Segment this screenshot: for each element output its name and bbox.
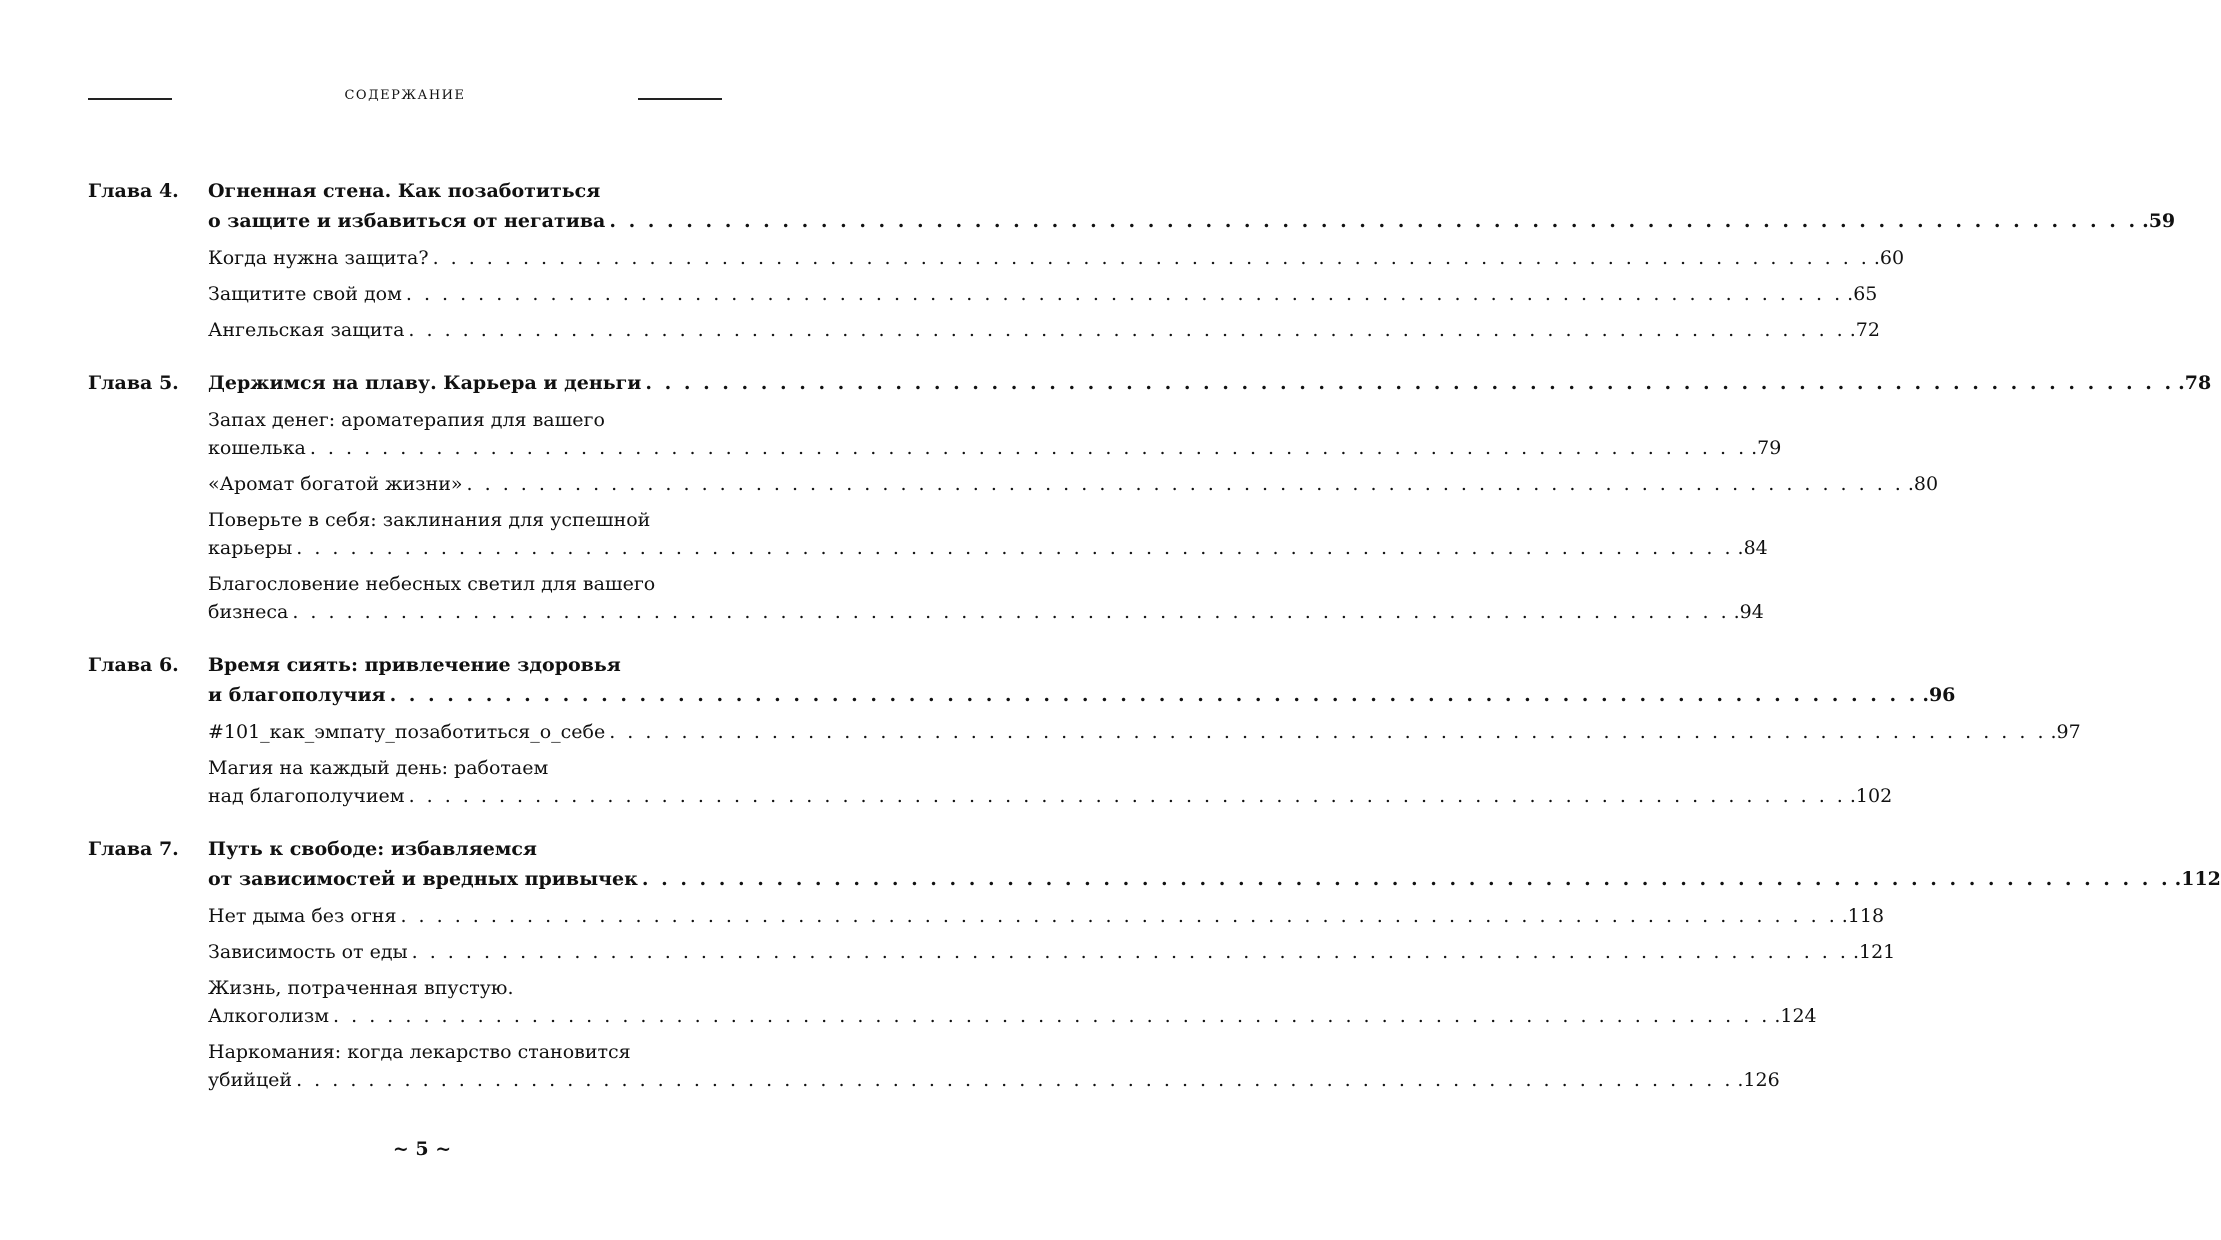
header-rule-right [638,98,722,100]
dot-leader: . . . . . . . . . . . . . . . . . . . . . . . . . . . . . . . . . . . . . . . . . . . . . . . . . . . . . . . . . . . . . . . . . . . . . . . . . . . . . . . . [645,372,2175,394]
dot-leader: . . . . . . . . . . . . . . . . . . . . . . . . . . . . . . . . . . . . . . . . . . . . . . . . . . . . . . . . . . . . . . . . . . . . . . . . . . . . . . . . [408,785,1846,807]
chapter-label: Глава 5. [88,372,179,394]
section-title-line-text: Алкоголизм [208,1005,330,1027]
chapter-title [208,834,2221,894]
section-entry [208,316,1880,344]
chapter-title-line-text: от зависимостей и вредных привычек [208,868,638,890]
chapter-title-line [208,368,2212,398]
page-ref: .124 [1774,1005,1817,1027]
chapter-title-line-text: и благополучия [208,684,386,706]
table-of-contents [88,176,2221,1118]
chapter-title-line [208,680,1956,710]
chapter-title-line-text: Держимся на плаву. Карьера и деньги [208,372,642,394]
page-ref: .97 [2050,721,2081,743]
dot-leader: . . . . . . . . . . . . . . . . . . . . . . . . . . . . . . . . . . . . . . . . . . . . . . . . . . . . . . . . . . . . . . . . . . . . . . . . . . . . . . . . [296,1069,1734,1091]
page-ref: .94 [1733,601,1764,623]
dot-leader: . . . . . . . . . . . . . . . . . . . . . . . . . . . . . . . . . . . . . . . . . . . . . . . . . . . . . . . . . . . . . . . . . . . . . . . . . . . . . . . . [292,601,1730,623]
section-title-line-text: Когда нужна защита? [208,247,429,269]
section-entry [208,902,1885,930]
section-title-line: Запах денег: ароматерапия для вашего [208,409,605,431]
chapter-title [208,176,2176,236]
page-ref: .78 [2178,372,2212,394]
section-title-line-text: карьеры [208,537,293,559]
section-entry [208,754,1893,810]
chapter-entry [88,834,2221,1094]
section-title-line [208,280,1878,308]
section-entry [208,570,1764,626]
chapter-entry [88,650,2081,810]
dot-leader: . . . . . . . . . . . . . . . . . . . . . . . . . . . . . . . . . . . . . . . . . . . . . . . . . . . . . . . . . . . . . . . . . . . . . . . . . . . . . . . . [309,437,1748,459]
chapter-title-line [208,864,2221,894]
section-title-line [208,598,1764,626]
section-entry [208,280,1878,308]
section-title-line [208,534,1768,562]
page-ref: .65 [1847,283,1878,305]
section-title-line-text: Нет дыма без огня [208,905,397,927]
section-title-line-text: Ангельская защита [208,319,405,341]
chapter-body [208,834,2221,1094]
section-title-line: Благословение небесных светил для вашего [208,573,656,595]
section-entry [208,974,1817,1030]
page-ref: .72 [1849,319,1880,341]
section-title-line-text: «Аромат богатой жизни» [208,473,463,495]
chapter-label: Глава 4. [88,180,179,202]
section-entry [208,406,1782,462]
page-ref: .79 [1751,437,1782,459]
chapter-body [208,176,2176,344]
chapter-entry [88,368,2212,626]
dot-leader: . . . . . . . . . . . . . . . . . . . . . . . . . . . . . . . . . . . . . . . . . . . . . . . . . . . . . . . . . . . . . . . . . . . . . . . . . . . . . . . . [609,210,2139,232]
section-title-line-text: кошелька [208,437,306,459]
section-entry [208,718,2081,746]
section-title-line-text: Зависимость от еды [208,941,408,963]
section-entry [208,506,1768,562]
section-title-line: Магия на каждый день: работаем [208,757,549,779]
dot-leader: . . . . . . . . . . . . . . . . . . . . . . . . . . . . . . . . . . . . . . . . . . . . . . . . . . . . . . . . . . . . . . . . . . . . . . . . . . . . . . . . [432,247,1870,269]
section-title-line [208,244,1905,272]
section-title-line [208,902,1885,930]
section-title-line [208,470,1939,498]
section-entry [208,1038,1780,1094]
page-ref: .80 [1907,473,1939,495]
dot-leader: . . . . . . . . . . . . . . . . . . . . . . . . . . . . . . . . . . . . . . . . . . . . . . . . . . . . . . . . . . . . . . . . . . . . . . . . . . . . . . . . [641,868,2171,890]
chapter-label: Глава 7. [88,838,179,860]
chapter-body [208,650,2081,810]
page-ref: .59 [2142,210,2176,232]
dot-leader: . . . . . . . . . . . . . . . . . . . . . . . . . . . . . . . . . . . . . . . . . . . . . . . . . . . . . . . . . . . . . . . . . . . . . . . . . . . . . . . . [609,721,2047,743]
section-title-line [208,316,1880,344]
page-ref: .118 [1841,905,1885,927]
section-title-line-text: #101_как_эмпату_позаботиться_о_себе [208,721,606,743]
chapter-title-line [208,206,2176,236]
dot-leader: . . . . . . . . . . . . . . . . . . . . . . . . . . . . . . . . . . . . . . . . . . . . . . . . . . . . . . . . . . . . . . . . . . . . . . . . . . . . . . . . [400,905,1838,927]
section-title-line [208,718,2081,746]
chapter-entry [88,176,2176,344]
chapter-title-line: Путь к свободе: избавляемся [208,838,537,860]
section-entry [208,470,1939,498]
section-title-line [208,938,1896,966]
dot-leader: . . . . . . . . . . . . . . . . . . . . . . . . . . . . . . . . . . . . . . . . . . . . . . . . . . . . . . . . . . . . . . . . . . . . . . . . . . . . . . . . [466,473,1904,495]
section-title-line-text: бизнеса [208,601,289,623]
section-title-line [208,1066,1780,1094]
section-title-line [208,434,1782,462]
page-ref: .60 [1873,247,1905,269]
dot-leader: . . . . . . . . . . . . . . . . . . . . . . . . . . . . . . . . . . . . . . . . . . . . . . . . . . . . . . . . . . . . . . . . . . . . . . . . . . . . . . . . [389,684,1919,706]
section-entry [208,244,1905,272]
page-ref: .121 [1852,941,1896,963]
section-entry [208,938,1896,966]
dot-leader: . . . . . . . . . . . . . . . . . . . . . . . . . . . . . . . . . . . . . . . . . . . . . . . . . . . . . . . . . . . . . . . . . . . . . . . . . . . . . . . . [405,283,1844,305]
page-ref: .126 [1737,1069,1780,1091]
section-title-line [208,1002,1817,1030]
page-number: ~ 5 ~ [392,1138,452,1160]
section-title-line-text: убийцей [208,1069,293,1091]
chapter-body [208,368,2212,626]
toc-heading: СОДЕРЖАНИЕ [344,88,466,103]
section-title-line-text: над благополучием [208,785,405,807]
dot-leader: . . . . . . . . . . . . . . . . . . . . . . . . . . . . . . . . . . . . . . . . . . . . . . . . . . . . . . . . . . . . . . . . . . . . . . . . . . . . . . . . [411,941,1849,963]
section-title-line: Наркомания: когда лекарство становится [208,1041,631,1063]
page-ref: .112 [2174,868,2221,890]
page-ref: .102 [1849,785,1893,807]
section-title-line [208,782,1893,810]
section-title-line: Поверьте в себя: заклинания для успешной [208,509,651,531]
chapter-title-line: Огненная стена. Как позаботиться [208,180,601,202]
dot-leader: . . . . . . . . . . . . . . . . . . . . . . . . . . . . . . . . . . . . . . . . . . . . . . . . . . . . . . . . . . . . . . . . . . . . . . . . . . . . . . . . [333,1005,1771,1027]
dot-leader: . . . . . . . . . . . . . . . . . . . . . . . . . . . . . . . . . . . . . . . . . . . . . . . . . . . . . . . . . . . . . . . . . . . . . . . . . . . . . . . . [408,319,1846,341]
chapter-title [208,650,1956,710]
page-ref: .96 [1922,684,1956,706]
chapter-title-line: Время сиять: привлечение здоровья [208,654,621,676]
chapter-label: Глава 6. [88,654,179,676]
dot-leader: . . . . . . . . . . . . . . . . . . . . . . . . . . . . . . . . . . . . . . . . . . . . . . . . . . . . . . . . . . . . . . . . . . . . . . . . . . . . . . . . [296,537,1734,559]
chapter-title [208,368,2212,398]
page-header [88,88,722,112]
section-title-line-text: Защитите свой дом [208,283,402,305]
page-ref: .84 [1737,537,1768,559]
chapter-title-line-text: о защите и избавиться от негатива [208,210,606,232]
section-title-line: Жизнь, потраченная впустую. [208,977,514,999]
